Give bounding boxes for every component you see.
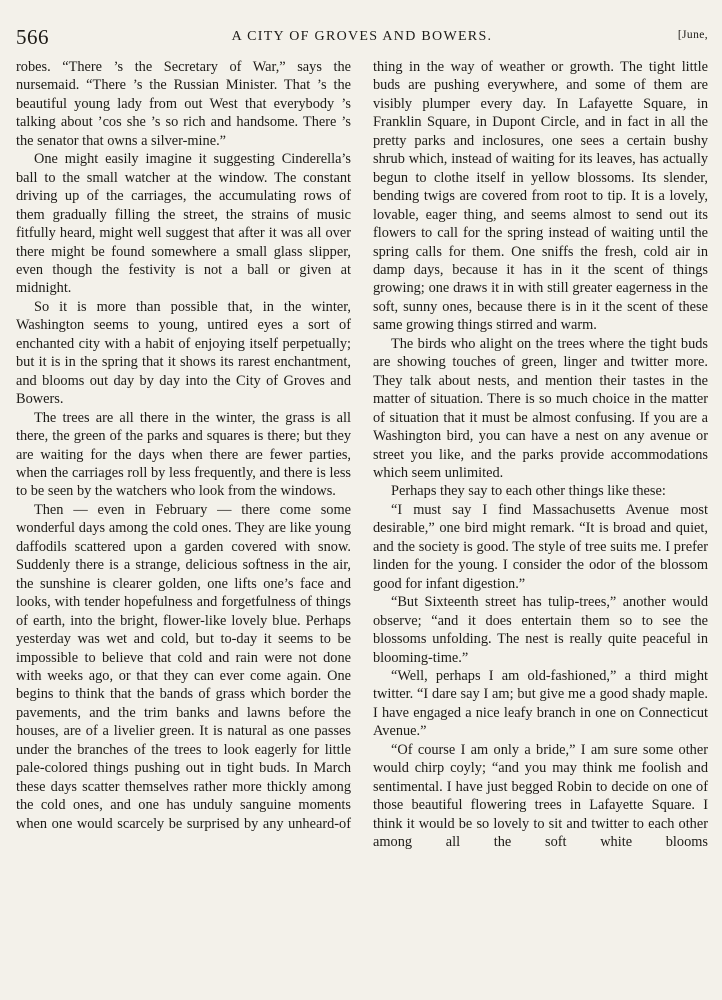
page-number: 566 [16, 25, 49, 49]
paragraph: “Well, perhaps I am old-fashioned,” a third might twitter. “I dare say I am; but give me a good shady maple. I have engaged a nice leafy branch in one on Connecticut Avenue.” [373, 667, 708, 740]
paragraph: “I must say I find Massachusetts Avenue most desirable,” one bird might remark. “It is broad and quiet, and the society is good. The style of tree suits me. I prefer linden for the young. I consider the odor of the blossom good for infant digestion.” [373, 501, 708, 592]
paragraph: So it is more than possible that, in the winter, Washington seems to young, untired eyes a sort of enchanted city with a habit of enjoying itself perpetually; but it is in the spring that it shows its rarest enchantment, and blooms out day by day into the City of Groves and Bowers. [16, 298, 351, 408]
paragraph: robes. “There ’s the Secretary of War,” says the nursemaid. “There ’s the Russian Minister. That ’s the beautiful young lady from out West that everybody ’s talking about ’cos she ’s so rich and handsome. There ’s the senator that owns a silver-mine.” [16, 59, 351, 149]
paragraph: Perhaps they say to each other things like these: [391, 483, 666, 500]
paragraph: thing in the way of weather or growth. The tight little buds are pushing everywhere, and some of them are visibly plumper every day. In Lafayette Square, in Franklin Square, in Dupont Circle, and in fact in all the pretty parks and inclosures, one sees a certain bushy shrub which, instead of waiting for its leaves, has actually begun to clothe itself in yellow blossoms. Its slender, bending twigs are covered from root to tip. It is a lovely, lovable, eager thing, and seems almost to send out its flowers to call for the spring instead of waiting until the spring calls for them. One sniffs the fresh, cold air in damp days, because it has in it the scent of things growing; one draws it in with still greater eagerness in the soft, sunny ones, because there is in it the scent of these same growing things stirred and warm. [373, 59, 708, 334]
paragraph: The trees are all there in the winter, the grass is all there, the green of the parks and squares is there; but they are waiting for the days when there are fewer parties, when the carriages roll by less frequently, and there is less to be seen by the watchers who look from the windows. [16, 409, 351, 500]
running-title: A CITY OF GROVES AND BOWERS. [231, 29, 493, 44]
paragraph: “But Sixteenth street has tulip-trees,” another would observe; “and it does entertain them so to see the blossoms unfolding. The nest is really quite peaceful in blooming-time.” [373, 594, 708, 666]
text-columns [16, 58, 708, 851]
paragraph: One might easily imagine it suggesting Cinderella’s ball to the small watcher at the window. The constant driving up of the carriages, the accumulating rows of them gradually filling the street, the strains of music fitfully heard, might well suggest that after it was all over there might be found somewhere a small glass slipper, even though the festivity is not a ball or given at midnight. [16, 151, 351, 297]
paragraph: Then — even in February — there come some wonderful days among the cold ones. They are like young daffodils scattered upon a garden covered with snow. Suddenly there is a strange, delicious softness in the air, the sunshine is clearer golden, one lifts one’s face and looks, with tender hopefulness and forgetfulness of things of earth, into the bright, flower-like lovely blue. Perhaps yesterday was wet and cold, but to-day it seems to be impossible to believe that cold and rain were not done with weeks ago, or that they can ever come again. One begins to think that the bands of grass which border the pavements, and the trim banks and lawns before the houses, are of a livelier green. It is natural as one passes under the branches of the trees to look eagerly for little pale-colored things pushing out in tight buds. In March these days scatter themselves rather more thickly among the cold ones, and one has unduly sanguine moments when one would scarcely be surprised by any unheard-of [16, 501, 351, 832]
issue-month: [June, [677, 29, 708, 41]
left-column [16, 58, 351, 851]
paragraph: “Of course I am only a bride,” I am sure some other would chirp coyly; “and you may think me foolish and sentimental. I have just begged Robin to decide on one of those beautiful flowering trees in Lafayette Square. I think it would be so lovely to sit and twitter to each other among all the soft white blooms [373, 741, 708, 851]
page-header [16, 22, 708, 52]
right-column [373, 58, 708, 851]
paragraph: The birds who alight on the trees where the tight buds are showing touches of green, linger and twitter more. They talk about nests, and mention their tastes in the matter of situation. There is so much choice in the matter of situation that it must be almost confusing. If you are a Washington bird, you can have a nest on any avenue or street you like, and the parks provide accommodations which seem unlimited. [373, 335, 708, 481]
